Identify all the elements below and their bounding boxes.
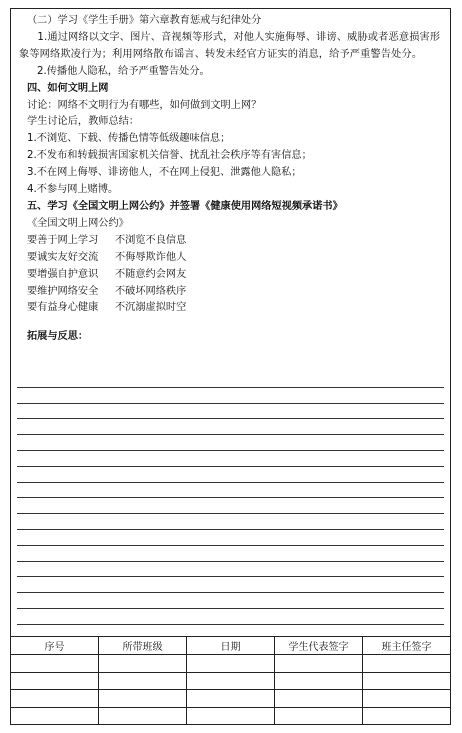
signature-cell[interactable] [187,707,275,725]
signature-table [10,636,451,725]
signature-cell[interactable] [275,655,363,673]
writing-line[interactable] [17,593,444,609]
convention-line: 要增强自护意识 不随意约会网友 [27,268,187,280]
signature-cell[interactable] [363,655,451,673]
signature-cell[interactable] [187,672,275,690]
signature-cell[interactable] [275,672,363,690]
signature-table-header [11,637,451,655]
signature-cell[interactable] [99,672,187,690]
signature-row [11,690,451,708]
lesson-content [11,9,450,346]
signature-row [11,655,451,673]
writing-line[interactable] [17,514,444,530]
signature-cell[interactable] [11,672,99,690]
writing-line[interactable] [17,577,444,593]
writing-line[interactable] [17,372,444,388]
convention-line: 要维护网络安全 不破坏网络秩序 [27,285,187,297]
convention-line: 要善于网上学习 不浏览不良信息 [27,234,187,246]
signature-cell[interactable] [275,690,363,708]
section-heading-2: （二）学习《学生手册》第六章教育惩戒与纪律处分 [27,15,262,26]
summary-point: 2.不发布和转载损害国家机关信誉、扰乱社会秩序等有害信息； [27,150,312,162]
writing-line[interactable] [17,546,444,562]
heading-4: 四、如何文明上网 [27,82,109,94]
signature-table-body [11,655,451,725]
signature-cell[interactable] [363,672,451,690]
writing-line[interactable] [17,562,444,578]
signature-cell[interactable] [275,707,363,725]
writing-line[interactable] [17,419,444,435]
writing-line[interactable] [17,609,444,625]
signature-cell[interactable] [187,690,275,708]
writing-line[interactable] [17,388,444,404]
document-frame [10,8,451,725]
summary-point: 3.不在网上侮辱、诽谤他人，不在网上侵犯、泄露他人隐私； [27,167,302,179]
header-student-signature: 学生代表签字 [275,637,363,655]
writing-lines [17,372,444,625]
header-teacher-signature: 班主任签字 [363,637,451,655]
signature-cell[interactable] [363,690,451,708]
header-date: 日期 [187,637,275,655]
header-class: 所带班级 [99,637,187,655]
writing-line[interactable] [17,498,444,514]
writing-line[interactable] [17,530,444,546]
writing-line[interactable] [17,435,444,451]
signature-cell[interactable] [99,690,187,708]
writing-line[interactable] [17,404,444,420]
heading-5: 五、学习《全国文明上网公约》并签署《健康使用网络短视频承诺书》 [27,200,343,212]
signature-cell[interactable] [11,655,99,673]
writing-line[interactable] [17,483,444,499]
signature-row [11,672,451,690]
convention-title: 《全国文明上网公约》 [27,217,129,229]
signature-cell[interactable] [99,655,187,673]
convention-line: 要有益身心健康 不沉溺虚拟时空 [27,302,187,314]
writing-line[interactable] [17,467,444,483]
summary-point: 1.不浏览、下载、传播色情等低级趣味信息； [27,133,231,145]
summary-intro: 学生讨论后，教师总结： [27,116,140,128]
signature-cell[interactable] [11,690,99,708]
summary-point: 4.不参与网上赌博。 [27,184,119,196]
signature-cell[interactable] [363,707,451,725]
convention-line: 要诚实友好交流 不侮辱欺诈他人 [27,251,187,263]
signature-cell[interactable] [11,707,99,725]
signature-cell[interactable] [187,655,275,673]
signature-row [11,707,451,725]
discussion-question: 讨论：网络不文明行为有哪些，如何做到文明上网？ [27,99,262,111]
header-index: 序号 [11,637,99,655]
writing-line[interactable] [17,451,444,467]
rule-1: 1.通过网络以文字、图片、音视频等形式，对他人实施侮辱、诽谤、威胁或者恶意损害形象等网络欺凌行为；利用网络散布谣言、转发未经官方证实的消息，给予严重警告处分。 [19,31,441,60]
signature-cell[interactable] [99,707,187,725]
reflection-heading: 拓展与反思： [27,331,89,343]
rule-2: 2.传播他人隐私，给予严重警告处分。 [37,65,210,77]
